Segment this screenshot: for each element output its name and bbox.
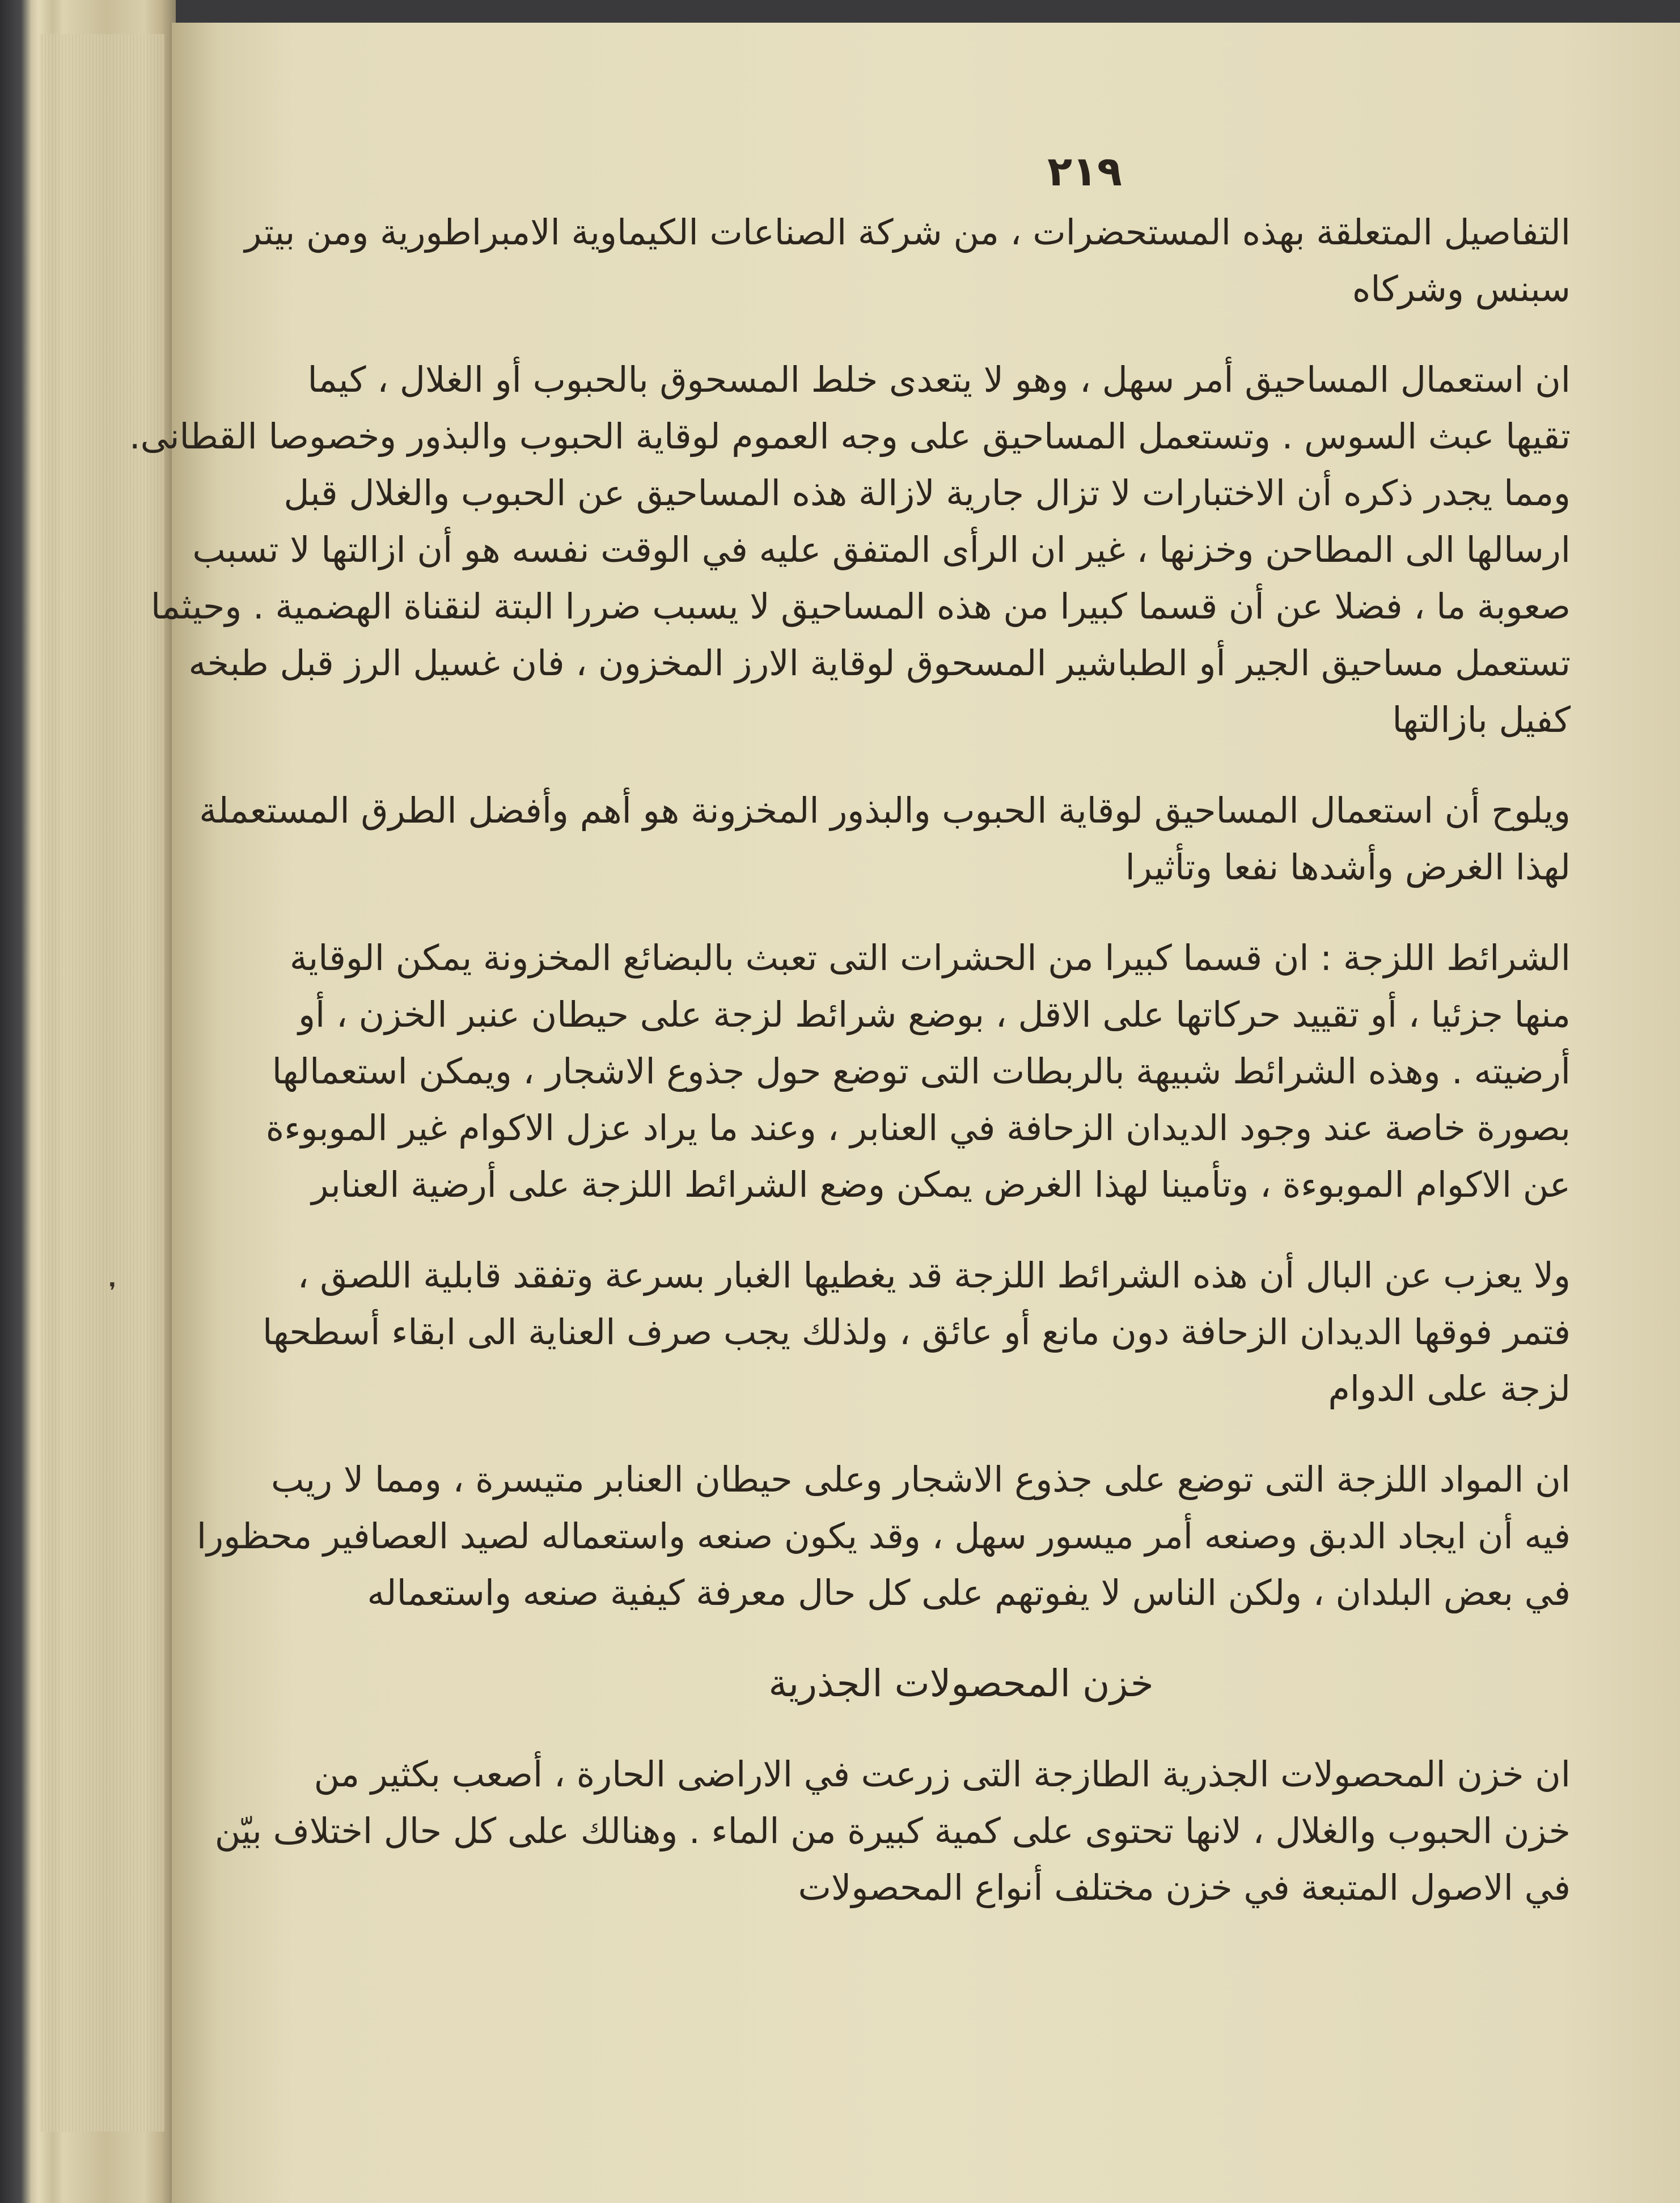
- text-line: ويلوح أن استعمال المساحيق لوقاية الحبوب والبذور المخزونة هو أهم وأفضل الطرق المستعملة: [199, 790, 1571, 831]
- section-heading: خزن المحصولات الجذرية: [768, 1662, 1154, 1705]
- text-line: كفيل بازالتها: [1392, 699, 1571, 740]
- text-line: لهذا الغرض وأشدها نفعا وتأثيرا: [1125, 846, 1571, 888]
- text-line: ان المواد اللزجة التى توضع على جذوع الاشجار وعلى حيطان العنابر متيسرة ، ومما لا ريب: [271, 1459, 1571, 1500]
- paragraph-5: [262, 1247, 1571, 1417]
- paragraph-3: [199, 782, 1571, 896]
- paragraph-final: [214, 1746, 1571, 1916]
- text-line: فيه أن ايجاد الدبق وصنعه أمر ميسور سهل ، وقد يكون صنعه واستعماله لصيد العصافير محظورا: [196, 1515, 1571, 1557]
- text-line: صعوبة ما ، فضلا عن أن قسما كبيرا من هذه المساحيق لا يسبب ضررا البتة لنقناة الهضمية . وحيثما: [150, 586, 1571, 627]
- paragraph-4: [265, 930, 1571, 1213]
- text-line: سبنس وشركاه: [1352, 268, 1571, 310]
- page-stack: [40, 34, 164, 2132]
- text-line: التفاصيل المتعلقة بهذه المستحضرات ، من شركة الصناعات الكيماوية الامبراطورية ومن بيتر: [244, 211, 1571, 253]
- text-line: تستعمل مساحيق الجير أو الطباشير المسحوق لوقاية الارز المخزون ، فان غسيل الرز قبل طبخه: [188, 642, 1571, 684]
- paragraph-1: [244, 204, 1571, 317]
- text-line: في الاصول المتبعة في خزن مختلف أنواع المحصولات: [798, 1867, 1571, 1908]
- text-line: تقيها عبث السوس . وتستعمل المساحيق على وجه العموم لوقاية الحبوب والبذور وخصوصا القطانى.: [129, 416, 1571, 457]
- text-line: ان استعمال المساحيق أمر سهل ، وهو لا يتعدى خلط المسحوق بالحبوب أو الغلال ، كيما: [307, 359, 1571, 400]
- text-line: ان خزن المحصولات الجذرية الطازجة التى زرعت في الاراضى الحارة ، أصعب بكثير من: [314, 1753, 1571, 1795]
- text-line: منها جزئيا ، أو تقييد حركاتها على الاقل ، بوضع شرائط لزجة على حيطان عنبر الخزن ، أو: [298, 994, 1571, 1035]
- text-line: في بعض البلدان ، ولكن الناس لا يفوتهم على كل حال معرفة كيفية صنعه واستعماله: [367, 1572, 1571, 1613]
- text-line: ارسالها الى المطاحن وخزنها ، غير ان الرأى المتفق عليه في الوقت نفسه هو أن ازالتها لا تسبب: [192, 529, 1571, 570]
- paragraph-2: [129, 351, 1571, 748]
- text-line: أرضيته . وهذه الشرائط شبيهة بالربطات التى توضع حول جذوع الاشجار ، ويمكن استعمالها: [272, 1050, 1571, 1092]
- page-number: ٢١٩: [1047, 147, 1122, 195]
- text-line: عن الاكوام الموبوءة ، وتأمينا لهذا الغرض يمكن وضع الشرائط اللزجة على أرضية العنابر: [311, 1164, 1571, 1205]
- text-line: ومما يجدر ذكره أن الاختبارات لا تزال جارية لازالة هذه المساحيق عن الحبوب والغلال قبل: [283, 472, 1571, 514]
- body-text: [129, 204, 1571, 1950]
- text-line: بصورة خاصة عند وجود الديدان الزحافة في العنابر ، وعند ما يراد عزل الاكوام غير الموبوءة: [265, 1107, 1571, 1149]
- text-line: الشرائط اللزجة : ان قسما كبيرا من الحشرات التى تعبث بالبضائع المخزونة يمكن الوقاية: [289, 937, 1571, 978]
- text-line: فتمر فوقها الديدان الزحافة دون مانع أو عائق ، ولذلك يجب صرف العناية الى ابقاء أسطحها: [262, 1311, 1571, 1353]
- text-line: لزجة على الدوام: [1328, 1368, 1571, 1409]
- text-line: خزن الحبوب والغلال ، لانها تحتوى على كمية كبيرة من الماء . وهنالك على كل حال اختلاف بيّن: [214, 1810, 1571, 1852]
- text-line: ولا يعزب عن البال أن هذه الشرائط اللزجة قد يغطيها الغبار بسرعة وتفقد قابلية اللصق ،: [297, 1255, 1571, 1296]
- paragraph-6: [196, 1451, 1571, 1621]
- margin-mark: ❜: [109, 1278, 116, 1304]
